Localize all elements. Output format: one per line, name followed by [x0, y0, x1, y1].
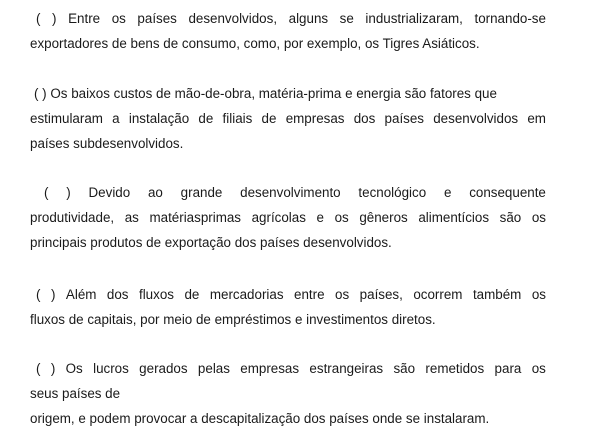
word: países [137, 11, 177, 26]
word: estimularam [30, 111, 103, 126]
word: Além [65, 287, 97, 302]
word: os [335, 287, 350, 302]
statement-2 [30, 81, 546, 156]
statement-line: países subdesenvolvidos. [30, 136, 184, 151]
word: dos [106, 287, 129, 302]
statement-line [30, 205, 546, 230]
statement-line: ( ) Os baixos custos de mão-de-obra, matéria-prima e energia são fatores que [34, 86, 497, 101]
word: remetidos [425, 361, 485, 376]
word: consequente [469, 185, 546, 200]
word: ( [36, 11, 41, 26]
word: os [334, 210, 349, 225]
word: países, [359, 287, 403, 302]
word: dos [353, 111, 376, 126]
word: os [531, 210, 546, 225]
word: matériasprimas [149, 210, 241, 225]
word: ( [36, 287, 41, 302]
statement-line [30, 106, 546, 131]
word: a [112, 111, 120, 126]
word: agrícolas [251, 210, 306, 225]
word: para [494, 361, 522, 376]
word: desenvolvidos, [188, 11, 278, 26]
word: tecnológico [358, 185, 427, 200]
word: empresas [240, 361, 300, 376]
word: gêneros [359, 210, 408, 225]
word: em [527, 111, 546, 126]
word: também [472, 287, 522, 302]
statement-3 [30, 180, 546, 255]
word: e [443, 185, 452, 200]
word: desenvolvidos [433, 111, 519, 126]
statement-1 [30, 6, 546, 56]
statement-line [30, 180, 546, 205]
word: empresas [285, 111, 345, 126]
word: grande [180, 185, 223, 200]
word: fluxos [138, 287, 174, 302]
statement-4 [30, 282, 546, 332]
statement-line: origem, e podem provocar a descapitalização dos países onde se instalaram. [30, 411, 490, 426]
statement-5 [30, 356, 546, 431]
word: e [316, 210, 324, 225]
word: de [184, 287, 200, 302]
word: são [499, 210, 522, 225]
word: as [124, 210, 139, 225]
statement-line: seus países de [30, 386, 121, 401]
word: ) [50, 361, 56, 376]
statement-line [30, 6, 546, 31]
word: os [111, 11, 126, 26]
word: industrializaram, [365, 11, 463, 26]
word: tornando-se [474, 11, 546, 26]
statement-line: exportadores de bens de consumo, como, por exemplo, os Tigres Asiáticos. [30, 36, 480, 51]
word: instalação [128, 111, 190, 126]
word: ao [147, 185, 163, 200]
word: filiais [222, 111, 253, 126]
word: desenvolvimento [240, 185, 341, 200]
statement-line [30, 282, 546, 307]
word: de [198, 111, 214, 126]
word: mercadorias [209, 287, 284, 302]
word: Devido [88, 185, 131, 200]
word: produtividade, [30, 210, 115, 225]
word: pelas [197, 361, 230, 376]
word: alguns [288, 11, 329, 26]
word: países [384, 111, 424, 126]
word: de [261, 111, 277, 126]
word: alimentícios [418, 210, 490, 225]
word: ) [50, 287, 56, 302]
word: os [531, 361, 546, 376]
word: ) [66, 185, 71, 200]
word: ( [36, 361, 41, 376]
word: os [531, 287, 546, 302]
statement-line [30, 356, 546, 381]
word: gerados [139, 361, 188, 376]
statement-line: fluxos de capitais, por meio de empréstimos e investimentos diretos. [30, 312, 436, 327]
word: lucros [93, 361, 129, 376]
word: Os [65, 361, 83, 376]
word: ( [44, 185, 49, 200]
word: Entre [68, 11, 101, 26]
word: se [339, 11, 354, 26]
word: estrangeiras [309, 361, 384, 376]
word: entre [294, 287, 325, 302]
word: são [393, 361, 416, 376]
word: ocorrem [413, 287, 463, 302]
word: ) [52, 11, 57, 26]
statement-line: principais produtos de exportação dos países desenvolvidos. [30, 235, 392, 250]
